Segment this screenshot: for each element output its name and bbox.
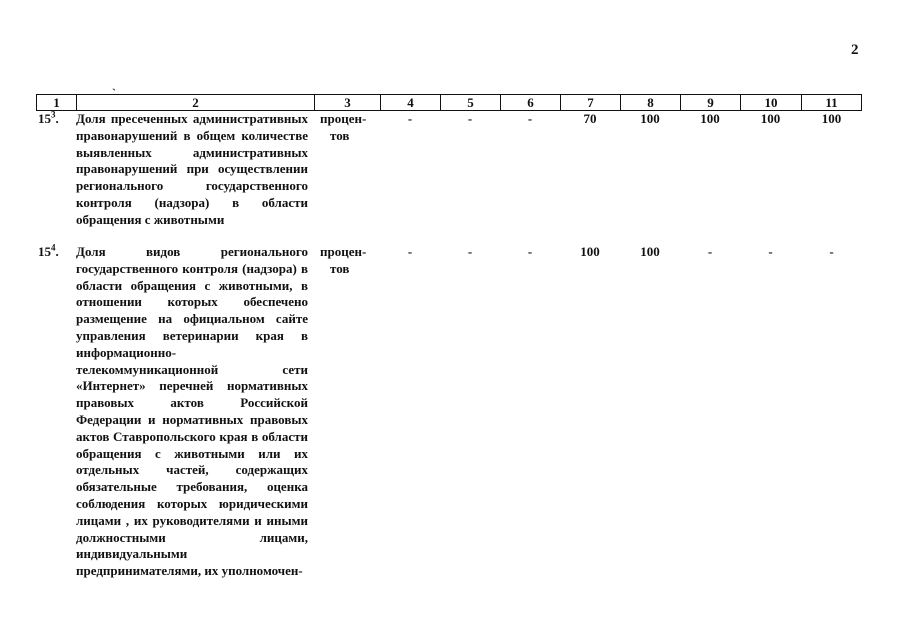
value-cell: 100	[580, 244, 600, 259]
value-cell: 100	[700, 111, 720, 126]
value-cell: -	[768, 244, 773, 259]
row-number: $15^4$.	[38, 242, 59, 259]
table-header	[36, 94, 862, 111]
value-cell: -	[467, 244, 473, 259]
row-number: $15^3$.	[38, 109, 59, 126]
page-number: 2	[851, 42, 859, 58]
value-cell: -	[407, 111, 413, 126]
header-cell: 6	[500, 94, 560, 111]
value-cell: -	[829, 244, 834, 259]
value-cell: 100	[640, 111, 660, 126]
value-cell: 100	[640, 244, 660, 259]
header-cell: 11	[801, 94, 862, 111]
value-cell: -	[527, 244, 533, 259]
header-cell: 7	[560, 94, 620, 111]
header-cell: 10	[740, 94, 801, 111]
value-cell: -	[527, 111, 533, 126]
value-cell: 70	[583, 111, 597, 126]
value-cell: 100	[821, 111, 842, 126]
header-cell: 9	[680, 94, 740, 111]
table-row	[36, 111, 862, 229]
row-unit: процен- тов	[320, 244, 367, 276]
header-cell: 1	[36, 94, 76, 111]
value-cell: -	[707, 244, 713, 259]
value-cell: 100	[760, 111, 781, 126]
header-cell: 4	[380, 94, 440, 111]
stray-mark: ˋ	[112, 86, 116, 100]
header-cell: 2	[76, 94, 314, 111]
value-cell: -	[407, 244, 413, 259]
row-description: Доля видов регионального государственного контроля (надзора) в области обращения с животными, в отношении которых обеспечено размещение на официальном сайте управления ветеринарии края в информационно-телекоммуникационной сети «Интернет» перечней нормативных правовых актов Российской Федерации и нормативных правовых актов Ставропольского края в области обращения с животными или их отдельных частей, содержащих обязательные требования, оценка соблюдения которых юридическими лицами , их руководителями и иными должностными лицами, индивидуальными предпринимателями, их уполномочен-	[76, 244, 308, 579]
row-description: Доля пресеченных административных правонарушений в общем количестве выявленных административных правонарушений при осуществлении регионального государственного контроля (надзора) в области обращения с животными	[76, 111, 308, 227]
header-cell: 5	[440, 94, 500, 111]
table-row	[36, 244, 862, 580]
row-unit: процен- тов	[320, 111, 367, 143]
header-cell: 8	[620, 94, 680, 111]
header-cell: 3	[314, 94, 380, 111]
value-cell: -	[467, 111, 473, 126]
